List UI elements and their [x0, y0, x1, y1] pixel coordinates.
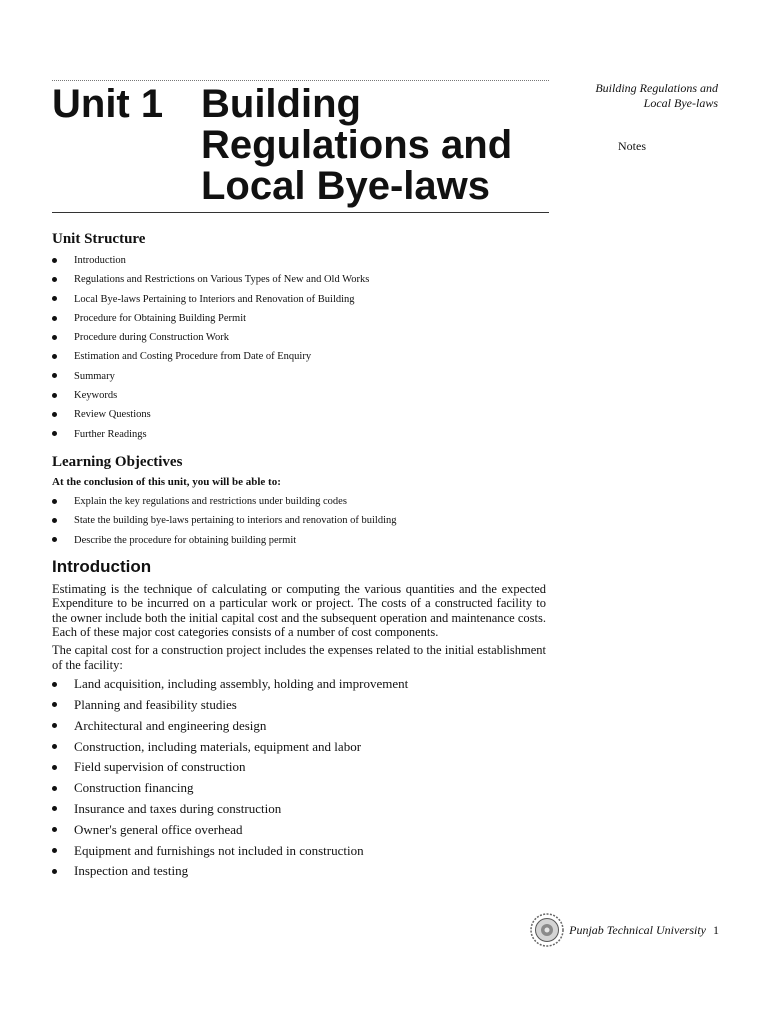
- main-content: [52, 229, 546, 882]
- list-item: [52, 492, 546, 511]
- bullet-icon: [52, 786, 57, 791]
- list-item: [52, 778, 546, 799]
- bullet-icon: [52, 702, 57, 707]
- unit-name: [201, 84, 551, 207]
- university-name: Punjab Technical University: [569, 922, 706, 937]
- title-top-rule: [52, 80, 549, 81]
- list-item-text: Construction financing: [74, 780, 194, 796]
- running-header-line: Local Bye-laws: [643, 96, 718, 110]
- list-item-text: Field supervision of construction: [74, 759, 246, 775]
- bullet-icon: [52, 277, 57, 282]
- bullet-icon: [52, 393, 57, 398]
- list-item-text: Estimation and Costing Procedure from Date of Enquiry: [74, 351, 312, 363]
- list-item-text: Regulations and Restrictions on Various Types of New and Old Works: [74, 274, 370, 286]
- bullet-icon: [52, 723, 57, 728]
- bullet-icon: [52, 827, 57, 832]
- list-item-text: Summary: [74, 370, 115, 382]
- page-number: 1: [713, 922, 719, 937]
- capital-cost-list: [52, 674, 546, 882]
- bullet-icon: [52, 518, 57, 523]
- introduction-section: [52, 556, 546, 882]
- running-header-line: Building Regulations and: [595, 81, 718, 95]
- list-item-text: Procedure during Construction Work: [74, 332, 229, 344]
- list-item-text: Architectural and engineering design: [74, 717, 267, 733]
- bullet-icon: [52, 682, 57, 687]
- notes-label: Notes: [618, 139, 646, 153]
- list-item-text: Planning and feasibility studies: [74, 697, 237, 713]
- bullet-icon: [52, 431, 57, 436]
- list-item-text: Construction, including materials, equipment and labor: [74, 738, 362, 754]
- list-item-text: Review Questions: [74, 409, 151, 421]
- unit-structure-list: [52, 251, 546, 444]
- bullet-icon: [52, 765, 57, 770]
- learning-objectives-heading: Learning Objectives: [52, 453, 183, 470]
- bullet-icon: [52, 335, 57, 340]
- bullet-icon: [52, 373, 57, 378]
- list-item-text: Equipment and furnishings not included in construction: [74, 842, 364, 858]
- bullet-icon: [52, 412, 57, 417]
- list-item-text: Procedure for Obtaining Building Permit: [74, 312, 247, 324]
- list-item: [52, 251, 546, 270]
- list-item: [52, 511, 546, 530]
- bullet-icon: [52, 806, 57, 811]
- learning-objectives-list: [52, 492, 546, 550]
- running-header: [595, 81, 718, 111]
- list-item-text: Introduction: [74, 255, 126, 266]
- bullet-icon: [52, 296, 57, 301]
- list-item-text: Describe the procedure for obtaining building permit: [74, 534, 297, 546]
- list-item-text: Keywords: [74, 390, 118, 402]
- list-item-text: Land acquisition, including assembly, holding and improvement: [74, 676, 409, 692]
- list-item-text: Explain the key regulations and restrictions under building codes: [74, 495, 347, 507]
- introduction-heading: Introduction: [52, 556, 152, 576]
- bullet-icon: [52, 537, 57, 542]
- list-item: [52, 347, 546, 366]
- introduction-paragraph: Estimating is the technique of calculating or computing the various quantities and the expected Expenditure to be incurred on a particular work or project. The costs of a constructed facility to the owner include both the initial capital cost and the subsequent operation and maintenance costs. Each of these major cost categories consists of a number of cost components.: [52, 581, 546, 640]
- list-item: [52, 799, 546, 820]
- list-item: [52, 716, 546, 737]
- list-item-text: Insurance and taxes during construction: [74, 801, 282, 817]
- list-item: [52, 531, 546, 550]
- bullet-icon: [52, 499, 57, 504]
- list-item: [52, 757, 546, 778]
- list-item: [52, 367, 546, 386]
- list-item: [52, 386, 546, 405]
- list-item: [52, 820, 546, 841]
- list-item: [52, 425, 546, 444]
- list-item: [52, 674, 546, 695]
- learning-objectives-lead: At the conclusion of this unit, you will be able to:: [52, 475, 281, 488]
- unit-number: Unit 1: [52, 82, 164, 126]
- university-seal-icon: [529, 912, 565, 948]
- list-item-text: Owner's general office overhead: [74, 821, 243, 837]
- unit-structure-heading: Unit Structure: [52, 231, 146, 247]
- learning-objectives-section: [52, 452, 546, 550]
- introduction-paragraph: The capital cost for a construction project includes the expenses related to the initial establishment of the facility:: [52, 643, 546, 672]
- list-item: [52, 405, 546, 424]
- bullet-icon: [52, 848, 57, 853]
- bullet-icon: [52, 354, 57, 359]
- unit-name-line: Local Bye-laws: [201, 164, 491, 208]
- list-item: [52, 695, 546, 716]
- bullet-icon: [52, 258, 57, 263]
- title-bottom-rule: [52, 212, 549, 213]
- list-item: [52, 328, 546, 347]
- list-item-text: State the building bye-laws pertaining to interiors and renovation of building: [74, 515, 397, 527]
- unit-name-line: Building: [201, 82, 361, 126]
- unit-structure-section: [52, 229, 546, 444]
- list-item: [52, 861, 546, 882]
- list-item: [52, 270, 546, 289]
- list-item: [52, 841, 546, 862]
- list-item-text: Inspection and testing: [74, 863, 189, 879]
- list-item-text: Further Readings: [74, 428, 147, 440]
- list-item: [52, 290, 546, 309]
- bullet-icon: [52, 744, 57, 749]
- bullet-icon: [52, 869, 57, 874]
- list-item-text: Local Bye-laws Pertaining to Interiors and Renovation of Building: [74, 293, 355, 305]
- bullet-icon: [52, 316, 57, 321]
- list-item: [52, 737, 546, 758]
- page-footer: [529, 912, 719, 948]
- list-item: [52, 309, 546, 328]
- unit-name-line: Regulations and: [201, 123, 513, 167]
